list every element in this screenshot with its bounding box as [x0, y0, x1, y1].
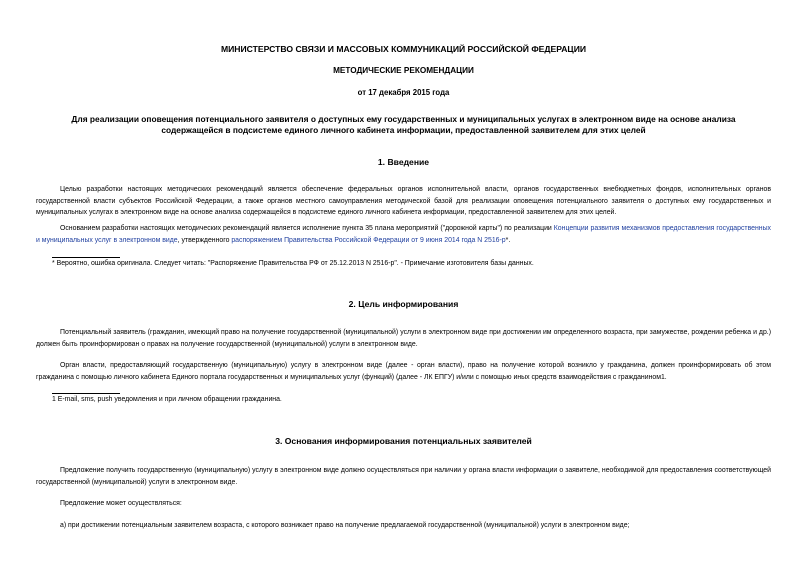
paragraph-text: Основанием разработки настоящих методических рекомендаций является исполнение пункта 35 плана мероприятий ("дорожной карты") по реализации: [60, 225, 554, 232]
paragraph-text: , утвержденного: [177, 236, 232, 244]
paragraph-text: *.: [505, 236, 511, 244]
doc-date: от 17 декабря 2015 года: [357, 88, 450, 97]
doc-type-heading: МЕТОДИЧЕСКИЕ РЕКОМЕНДАЦИИ: [333, 66, 474, 75]
section-1-heading: 1. Введение: [377, 157, 430, 167]
doc-title-line-2: содержащейся в подсистеме единого личного кабинета информации, предоставленной заявителем для этих целей: [161, 125, 646, 135]
section-2-paragraph-2: Орган власти, предоставляющий государственную (муниципальную) услугу в электронном виде (далее - орган власти), право на получение которой возникло у гражданина, должен проинформировать об этом гражданина с помощью личного кабинета Единого портала государственных и муниципальных услуг (функций) (далее - ЛК ЕПГУ) и/или с помощью иных средств взаимодействия с гражданином1.: [36, 362, 771, 381]
footnote-1: * Вероятно, ошибка оригинала. Следует читать: "Распоряжение Правительства РФ от 25.12.2013 N 2516-р". - Примечание изготовителя базы данных.: [52, 260, 534, 267]
section-3-heading: 3. Основания информирования потенциальных заявителей: [275, 436, 532, 446]
section-1-paragraph-2: [36, 223, 771, 246]
section-2-paragraph-1: Потенциальный заявитель (гражданин, имеющий право на получение государственной (муниципальной) услуги в электронном виде при достижении им определенного возраста, при замужестве, рождении ребенка и др.) должен быть проинформирован о правах на получение государственной (муниципальной) услуги в электронном виде.: [36, 329, 771, 348]
concept-link[interactable]: Концепции развития механизмов предоставления государственных и муниципальных услуг в электронном виде: [36, 225, 771, 244]
section-2-heading: 2. Цель информирования: [348, 299, 459, 309]
section-3-paragraph-1: Предложение получить государственную (муниципальную) услугу в электронном виде должно осуществляться при наличии у органа власти информации о заявителе, необходимой для предоставления соответствующей государственной (муниципальной) услуги в электронном виде.: [36, 467, 771, 486]
doc-title-line-1: Для реализации оповещения потенциального заявителя о доступных ему государственных и муниципальных услугах в электронном виде на основе анализа: [71, 114, 736, 124]
government-order-link[interactable]: распоряжением Правительства Российской Федерации от 9 июня 2014 года N 2516-р: [231, 236, 506, 244]
section-3-paragraph-2: Предложение может осуществляться:: [60, 500, 182, 507]
section-1-paragraph-1: Целью разработки настоящих методических рекомендаций является обеспечение федеральных органов исполнительной власти, органов государственных внебюджетных фондов, исполнительных органов государственной власти субъектов Российской Федерации, а также органов местного самоуправления методической базой для реализации оповещения потенциального заявителя о доступных ему государственных и муниципальных услугах в электронном виде на основе анализа содержащейся в подсистеме единого личного кабинета информации, предоставленной заявителем для этих целей.: [36, 186, 771, 216]
doc-title: [50, 114, 757, 136]
footnote-2: 1 E-mail, sms, push уведомления и при личном обращении гражданина.: [52, 396, 282, 403]
ministry-heading: МИНИСТЕРСТВО СВЯЗИ И МАССОВЫХ КОММУНИКАЦИЙ РОССИЙСКОЙ ФЕДЕРАЦИИ: [220, 44, 587, 54]
section-3-paragraph-3: а) при достижении потенциальным заявителем возраста, с которого возникает право на получение предлагаемой государственной (муниципальной) услуги в электронном виде;: [60, 522, 630, 529]
